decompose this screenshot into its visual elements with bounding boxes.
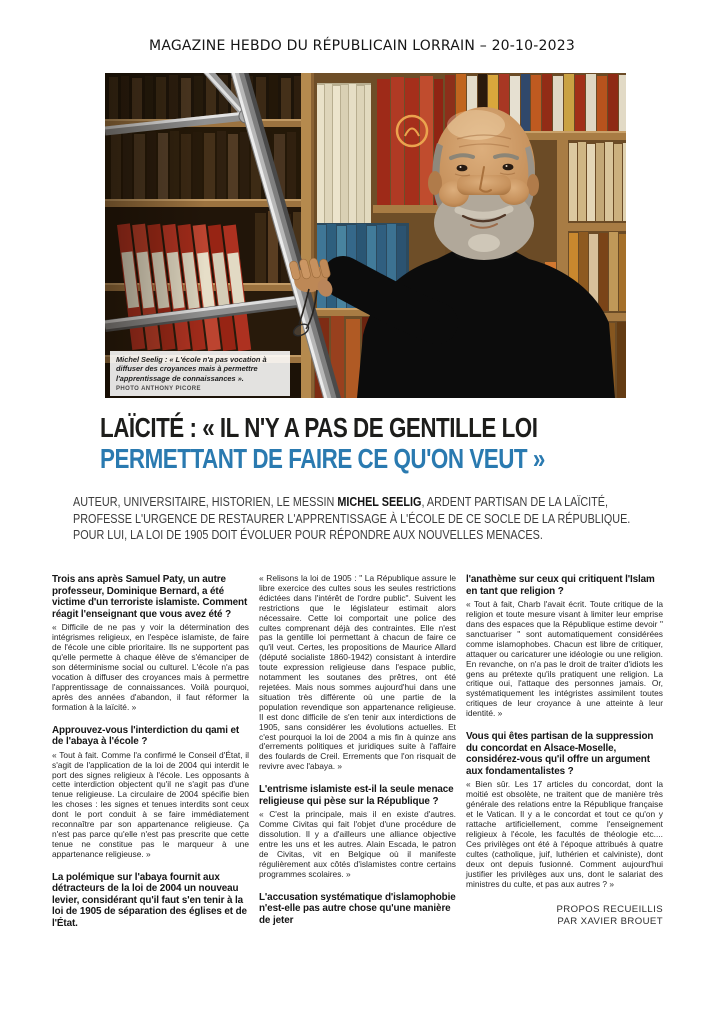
- article-column-2: [259, 574, 456, 933]
- interview-question: L'accusation systématique d'islamophobie n'est-elle pas autre chose qu'une manière de jeter: [259, 891, 456, 926]
- headline-line2: PERMETTANT DE FAIRE CE QU'ON VEUT »: [100, 443, 545, 474]
- photo-illustration: [105, 73, 626, 398]
- photo-credit: PHOTO ANTHONY PICORE: [116, 386, 201, 392]
- interview-answer: « Tout à fait, Charb l'avait écrit. Toute critique de la religion et toute mesure visant à limiter leur emprise dans des espaces que la République estime devoir " sanctuariser " sont automatiquement considérées comme islamophobes. Chacun est libre de critiquer, attaquer ou caricaturer une idéologie ou une religion. En revanche, on n'a pas le droit de traiter d'idiots les gens au prétexte qu'ils pratiquent une religion. La critique oui, l'attaque des personnes jamais. Or, systématiquement les intégristes assimilent toutes critiques de leur croyance à une atteinte à leur identité. »: [466, 599, 663, 719]
- interview-question: La polémique sur l'abaya fournit aux détracteurs de la loi de 2004 un nouveau levier, considérant qu'il faut s'en tenir à la loi de 1905 de séparation des églises et de l'État.: [52, 871, 247, 930]
- interview-answer: « C'est la principale, mais il en existe d'autres. Comme Civitas qui fait l'objet d'une procédure de dissolution. Il y a d'ailleurs une alliance objective entre les uns et les autres. Alain Escada, le patron de Civitas, vit en Belgique où il manifeste régulièrement aux côtés d'islamistes contre certains programmes scolaires. »: [259, 809, 456, 879]
- standfirst-line3: POUR LUI, LA LOI DE 1905 DOIT ÉVOLUER POUR RÉPONDRE AUX NOUVELLES MENACES.: [73, 528, 543, 542]
- photo-caption: [110, 351, 290, 396]
- headline: [100, 412, 545, 474]
- photo-caption-text: Michel Seelig : « L'école n'a pas vocation à diffuser des croyances mais à permettre l'apprentissage de connaissances ».: [116, 354, 267, 384]
- interviewee-name: MICHEL SEELIG: [337, 495, 422, 509]
- interview-answer: « Relisons la loi de 1905 : " La République assure le libre exercice des cultes sous les seules restrictions édictées dans l'intérêt de l'ordre public". Suivent les restrictions que le législateur estimait alors nécessaire. Cette loi comportait une police des cultes comprenant déjà des contraintes. Elle n'est pas la gentille loi permettant à chacun de faire ce qu'il veut. Certes, les propositions de Maurice Allard (député socialiste 1860-1942) consistant à interdire toute expression religieuse dans l'espace public, notamment les soutanes des prêtres, ont été rejetées. Mais nous sommes aujourd'hui dans une situation très différente où une partie de la population revendique son appartenance religieuse. Il est donc difficile de s'en tenir aux interdictions de 1905, sans considérer les évolutions actuelles. Et c'est pourquoi la loi de 2004 a mis fin à quinze ans d'errements politiques et juridiques suite à l'affaire des foulards de Creil. Errements que l'on risquait de revivre avec l'abaya. »: [259, 573, 456, 772]
- eye-right: [503, 164, 514, 171]
- article-column-3: [466, 574, 663, 933]
- chin: [468, 234, 500, 252]
- standfirst-line2: PROFESSE L'URGENCE DE RESTAURER L'APPRENTISSAGE À L'ÉCOLE DE CE SOCLE DE LA RÉPUBLIQUE.: [73, 511, 631, 526]
- interview-question: Vous qui êtes partisan de la suppression du concordat en Alsace-Moselle, considérez-vous qu'il offre un argument aux fondamentalistes ?: [466, 731, 654, 777]
- article-column-1: [52, 574, 249, 933]
- article-body: [52, 574, 662, 933]
- standfirst-line1: AUTEUR, UNIVERSITAIRE, HISTORIEN, LE MESSIN MICHEL SEELIG, ARDENT PARTISAN DE LA LAÏCITÉ,: [73, 495, 609, 509]
- article-photo: [105, 73, 626, 398]
- interview-question: L'entrisme islamiste est-il la seule menace religieuse qui pèse sur la République ?: [259, 784, 454, 807]
- interview-question: l'anathème sur ceux qui critiquent l'Islam en tant que religion ?: [466, 574, 655, 597]
- byline: [466, 904, 663, 927]
- interview-answer: « Tout à fait. Comme l'a confirmé le Conseil d'État, il s'agit de l'application de la loi de 2004 qui interdit le port des signes religieux à l'école. Les opposants à cette interdiction objectent qu'il ne s'agit pas d'une tenue religieuse. La circulaire de 2004 spécifie bien les choses : les signes et tenues interdits sont ceux dont le port conduit à se faire immédiatement reconnaître par son appartenance religieuse. Ça n'est pas parce qu'elle n'est pas prescrite que cette tenue ne constitue pas le marqueur à une appartenance religieuse. »: [52, 749, 249, 859]
- interview-answer: « Difficile de ne pas y voir la détermination des intégrismes religieux, en l'espèce islamiste, de faire de l'école une cible prioritaire. Ils ne supportent pas qu'elle permette à chaque élève de s'émanciper de son déterminisme social ou culturel. L'école n'a pas vocation à diffuser des croyances mais à permettre l'apprentissage de connaissances. Voilà pourquoi, après des années d'abandon, il faut réformer la formation à la laïcité. »: [52, 622, 249, 712]
- byline-line: PAR XAVIER BROUET: [557, 915, 663, 927]
- eye-left: [457, 165, 468, 172]
- interview-answer: « Bien sûr. Les 17 articles du concordat, dont la moitié est obsolète, ne traitent que de manière très générale des relations entre la République française et le Vatican. Il y a le concordat et tout ce qu'on y rattache artificiellement, comme l'enseignement religieux à l'école, les facultés de théologie etc.... Ces privilèges ont été à l'époque attribués à quatre cultes (catholique, juif, luthérien et calviniste), dont deux ont depuis fusionné. Comment aujourd'hui justifier les privilèges aux uns, dont le salariat des ministres du culte, et pas aux autres ? »: [466, 779, 663, 889]
- headline-line1: LAÏCITÉ : « IL N'Y A PAS DE GENTILLE LOI: [100, 412, 538, 443]
- interview-question: Trois ans après Samuel Paty, un autre professeur, Dominique Bernard, a été victime d'un terroriste islamiste. Comment réagit l'enseignant que vous avez été ?: [52, 574, 248, 620]
- interview-question: Approuvez-vous l'interdiction du qami et de l'abaya à l'école ?: [52, 724, 240, 748]
- standfirst: [73, 494, 630, 544]
- page-header-title: MAGAZINE HEBDO DU RÉPUBLICAIN LORRAIN – 20-10-2023: [149, 38, 575, 54]
- byline-line: PROPOS RECUEILLIS: [556, 904, 663, 916]
